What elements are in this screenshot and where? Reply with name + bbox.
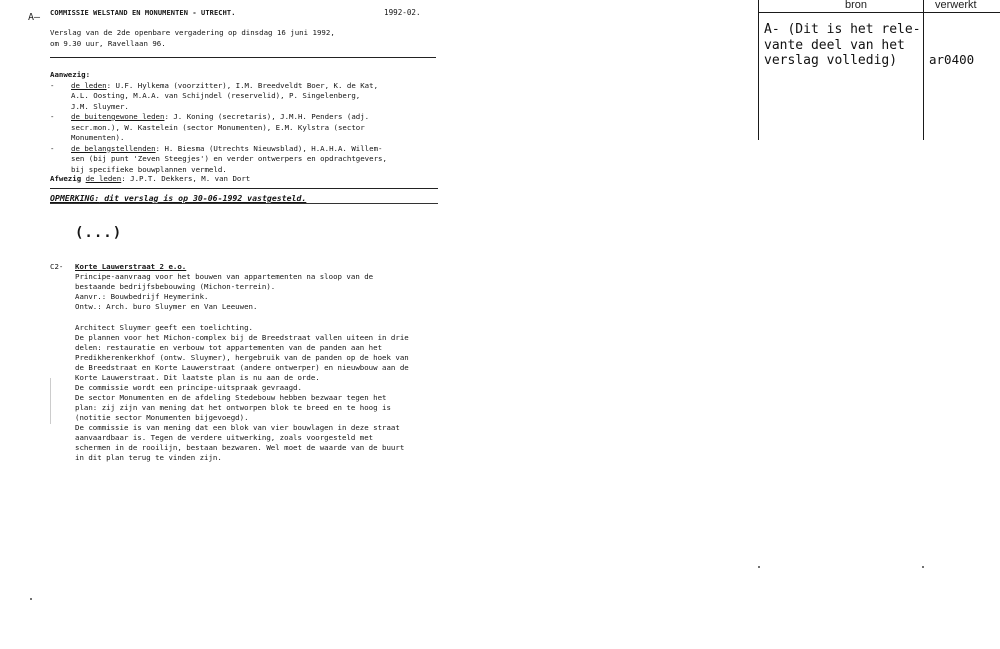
- leden-text-1: : U.F. Hylkema (voorzitter), I.M. Breedveldt Boer, K. de Kat,: [106, 80, 379, 90]
- opmerking-text: dit verslag is op 30-06-1992 vastgesteld.: [99, 193, 307, 203]
- bron-cell: A- (Dit is het rele- vante deel van het verslag volledig): [764, 22, 921, 68]
- divider-mid: [50, 188, 438, 189]
- c2-body-11: De commissie is van mening dat een blok van vier bouwlagen in deze straat: [75, 423, 400, 432]
- c2-body-8: De sector Monumenten en de afdeling Stedebouw hebben bezwaar tegen het: [75, 393, 387, 402]
- table-col-divider: [923, 0, 924, 140]
- scan-speck-3: [922, 566, 924, 568]
- afwezig-line: [50, 174, 250, 185]
- c2-body-10: (notitie sector Monumenten bijgevoegd).: [75, 413, 249, 422]
- dash-3: -: [50, 143, 55, 153]
- scan-speck: [30, 598, 32, 600]
- table-left-border: [758, 0, 759, 140]
- dash-2: -: [50, 112, 55, 121]
- aanwezig-heading: Aanwezig:: [50, 70, 91, 79]
- col-header-verwerkt: verwerkt: [935, 0, 977, 11]
- c2-line-3: Aanvr.: Bouwbedrijf Heymerink.: [75, 292, 209, 301]
- margin-marker: A—: [28, 12, 41, 23]
- c2-body-1: Architect Sluymer geeft een toelichting.: [75, 323, 253, 332]
- c2-code: C2-: [50, 262, 64, 271]
- intro-line-2: om 9.30 uur, Ravellaan 96.: [50, 38, 166, 48]
- leden-line-1: [71, 81, 378, 92]
- buitengewone-text-1: : J. Koning (secretaris), J.M.H. Penders (adj.: [164, 112, 370, 121]
- opmerking: [50, 193, 306, 204]
- buitengewone-line-1: [71, 112, 369, 123]
- c2-body-2: De plannen voor het Michon-complex bij de Breedstraat vallen uiteen in drie: [75, 333, 409, 342]
- verwerkt-cell: ar0400: [929, 52, 975, 67]
- col-header-bron: bron: [845, 0, 868, 11]
- leden-line-3: J.M. Sluymer.: [71, 101, 129, 111]
- c2-body-3: delen: restauratie en verbouw tot appartementen van de panden aan het: [75, 343, 383, 352]
- document-date: 1992-02.: [384, 8, 421, 17]
- buitengewone-label: de buitengewone leden: [71, 112, 165, 121]
- leden-line-2: A.L. Oosting, M.A.A. van Schijndel (reservelid), P. Singelenberg,: [71, 91, 361, 100]
- omission-ellipsis: (...): [75, 225, 123, 241]
- scan-speck-2: [758, 566, 760, 568]
- c2-line-1: Principe-aanvraag voor het bouwen van appartementen na sloop van de: [75, 272, 374, 281]
- afwezig-text: : J.P.T. Dekkers, M. van Dort: [121, 174, 251, 183]
- c2-body-4: Predikherenkerkhof (ontw. Sluymer), hergebruik van de panden op de hoek van: [75, 353, 409, 362]
- buitengewone-line-3: Monumenten).: [71, 133, 125, 142]
- dash-1: -: [50, 80, 55, 90]
- c2-title: Korte Lauwerstraat 2 e.o.: [75, 262, 187, 271]
- source-table: [758, 0, 1000, 140]
- scanned-document: [0, 0, 470, 649]
- leden-label: de leden: [71, 80, 107, 90]
- divider-top: [50, 57, 436, 58]
- table-header-divider: [758, 12, 1000, 13]
- c2-body-7: De commissie wordt een principe-uitspraak gevraagd.: [75, 383, 302, 392]
- c2-body-6: Korte Lauwerstraat. Dit laatste plan is nu aan de orde.: [75, 373, 320, 382]
- afwezig-prefix: Afwezig: [50, 174, 86, 183]
- intro-line-1: Verslag van de 2de openbare vergadering op dinsdag 16 juni 1992,: [50, 28, 335, 37]
- afwezig-label: de leden: [85, 174, 122, 183]
- c2-body-13: schermen in de rooilijn, bestaan bezwaren. Wel moet de waarde van de buurt: [75, 443, 405, 452]
- belangstellenden-line-2: sen (bij punt 'Zeven Steegjes') en verder ontwerpers en opdrachtgevers,: [71, 154, 387, 163]
- divider-opmerking: [50, 203, 438, 204]
- c2-body-12: aanvaardbaar is. Tegen de verdere uitwerking, zoals voorgesteld met: [75, 433, 374, 442]
- belangstellenden-line-3: bij specifieke bouwplannen vermeld.: [71, 164, 227, 174]
- belangstellenden-line-1: [71, 144, 382, 155]
- document-title: COMMISSIE WELSTAND EN MONUMENTEN - UTRECHT.: [50, 9, 236, 17]
- belangstellenden-text-1: : H. Biesma (Utrechts Nieuwsblad), H.A.H.A. Willem-: [155, 143, 383, 153]
- buitengewone-line-2: secr.mon.), W. Kastelein (sector Monumenten), E.M. Kylstra (sector: [71, 122, 365, 132]
- c2-line-2: bestaande bedrijfsbebouwing (Michon-terrein).: [75, 282, 276, 291]
- c2-line-4: Ontw.: Arch. buro Sluymer en Van Leeuwen.: [75, 302, 258, 311]
- c2-body-9: plan: zij zijn van mening dat het ontworpen blok te breed en te hoog is: [75, 403, 391, 412]
- opmerking-label: OPMERKING:: [50, 193, 100, 203]
- c2-body-14: in dit plan terug te vinden zijn.: [75, 453, 222, 462]
- belangstellenden-label: de belangstellenden: [71, 143, 156, 153]
- c2-body-5: de Breedstraat en Korte Lauwerstraat (andere ontwerper) en nieuwbouw aan de: [75, 363, 409, 372]
- margin-scan-mark: [50, 378, 51, 424]
